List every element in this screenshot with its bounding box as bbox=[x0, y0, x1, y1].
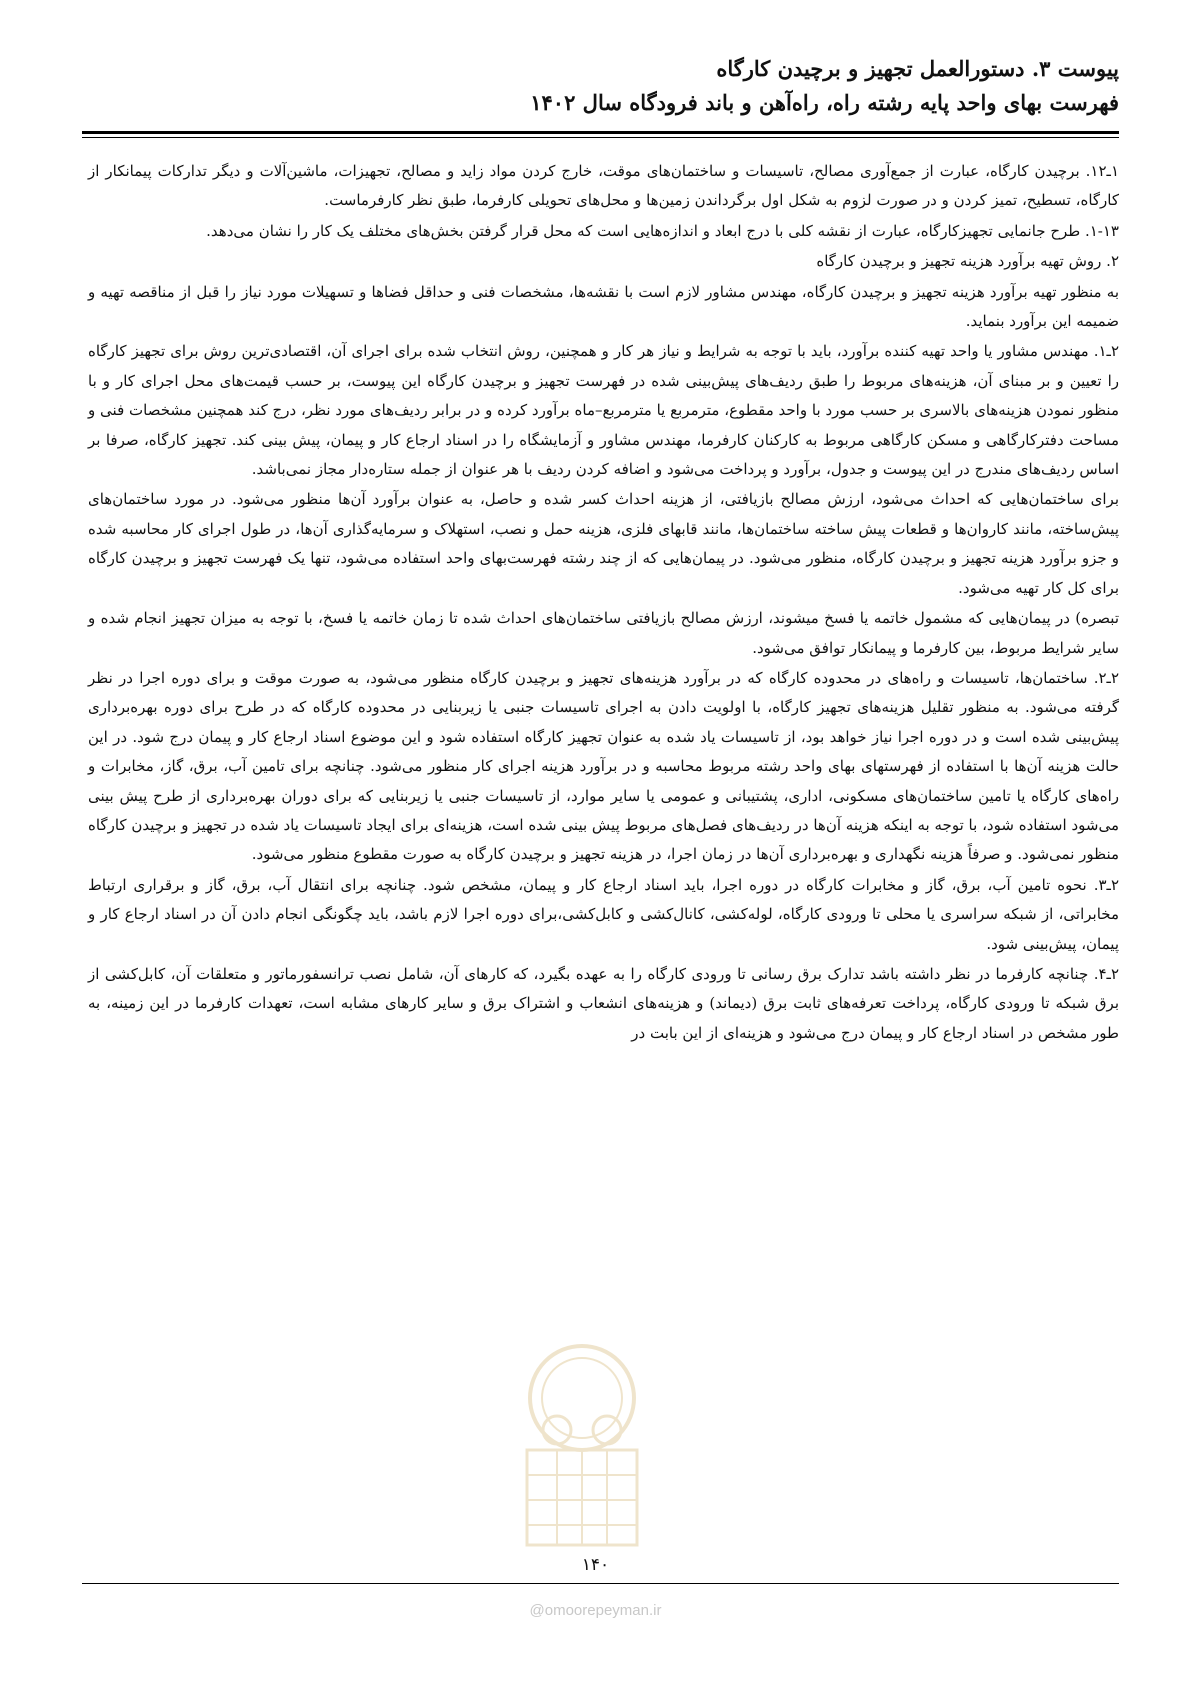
header-rule-thick bbox=[82, 131, 1119, 134]
paragraph-2-1: ۲ـ۱. مهندس مشاور یا واحد تهیه کننده برآورد، باید با توجه به شرایط و نیاز هر کار و همچنین، روش انتخاب شده برای اجرای آن، اقتصادی‌ترین روش برای تجهیز کارگاه را تعیین و بر مبنای آن، هزینه‌های مربوط را طبق ردیف‌های پیش‌بینی شده در فهرست تجهیز و برچیدن کارگاه این پیوست، بر حسب قیمت‌های محل اجرای کار و با منظور نمودن هزینه‌های بالاسری بر حسب مورد با واحد مقطوع، مترمربع یا مترمربع–ماه برآورد کرده و در برابر ردیف‌های مورد نظر، درج کند همچنین مشخصات فنی و مساحت دفترکارگاهی و مسکن کارگاهی مربوط به کارکنان کارفرما، مهندس مشاور و آزمایشگاه را در اسناد ارجاع کار و پیمان، پیش بینی کند. تجهیز کارگاه، صرفا بر اساس ردیف‌های مندرج در این پیوست و جدول، برآورد و پرداخت می‌شود و اضافه کردن ردیف با هر عنوان از جمله ستاره‌دار مجاز نمی‌باشد. bbox=[88, 342, 1119, 479]
paragraph-2-4: ۲ـ۴. چنانچه کارفرما در نظر داشته باشد تدارک برق رسانی تا ورودی کارگاه را به عهده بگیرد، که کارهای آن، شامل نصب ترانسفورماتور و متعلقات آن، کابل‌کشی از برق شبکه تا ورودی کارگاه، پرداخت تعرفه‌های ثابت برق (دیماند) و هزینه‌های انشعاب و اشتراک برق و سایر کارهای مشابه است، تعهدات کارفرما در این زمینه، به طور مشخص در اسناد ارجاع کار و پیمان درج می‌شود و هزینه‌ای از این بابت در bbox=[88, 964, 1119, 1042]
footer-rule bbox=[82, 1583, 1119, 1584]
paragraph-1-12: ۱ـ۱۲. برچیدن کارگاه، عبارت از جمع‌آوری مصالح، تاسیسات و ساختمان‌های موقت، خارج کردن مواد زاید و مصالح، تجهیزات، ماشین‌آلات و دیگر تدارکات پیمانکار از کارگاه، تسطیح، تمیز کردن و در صورت لزوم به شکل اول برگرداندن زمین‌ها و محل‌های تحویلی کارفرما، طبق نظر کارفرماست. bbox=[88, 162, 1119, 210]
header-rule-thin bbox=[82, 137, 1119, 138]
page-header bbox=[90, 52, 1119, 120]
website-watermark: @omoorepeyman.ir bbox=[529, 1602, 662, 1619]
paragraph-2-3: ۲ـ۳. نحوه تامین آب، برق، گاز و مخابرات کارگاه در دوره اجرا، باید اسناد ارجاع کار و پیمان، مشخص شود. چنانچه برای انتقال آب، برق، گاز و برقراری ارتباط مخابراتی، از شبکه سراسری یا محلی تا ورودی کارگاه، لوله‌کشی، کانال‌کشی و کابل‌کشی،برای دوره اجرا لازم باشد، باید چگونگی انجام دادن آن در اسناد ارجاع کار و پیمان، پیش‌بینی شود. bbox=[88, 875, 1119, 953]
page-number: ۱۴۰ bbox=[581, 1555, 610, 1575]
paragraph-2-intro: به منظور تهیه برآورد هزینه تجهیز و برچیدن کارگاه، مهندس مشاور لازم است با نقشه‌ها، مشخصات فنی و حداقل فضاها و تسهیلات مورد نیاز را قبل از مناقصه تهیه و ضمیمه این برآورد بنماید. bbox=[88, 282, 1119, 331]
body-text bbox=[88, 157, 1119, 1049]
watermark-seal bbox=[497, 1340, 667, 1555]
section-2-heading: ۲. روش تهیه برآورد هزینه تجهیز و برچیدن کارگاه bbox=[816, 252, 1119, 271]
paragraph-1-13: ۱-۱۳. طرح جانمایی تجهیزکارگاه، عبارت از نقشه کلی با درج ابعاد و اندازه‌هایی است که محل قرار گرفتن بخش‌های مختلف یک کار را نشان می‌دهد. bbox=[206, 221, 1119, 240]
paragraph-buildings: برای ساختمان‌هایی که احداث می‌شود، ارزش مصالح بازیافتی، از هزینه احداث کسر شده و حاصل، به عنوان برآورد آن‌ها منظور می‌شود. در مورد ساختمان‌های پیش‌ساخته، مانند کاروان‌ها و قطعات پیش ساخته ساختمان‌ها، مانند قابهای فلزی، هزینه حمل و نصب، استهلاک و سرمایه‌گذاری آن‌ها، در طول اجرای کار محاسبه شده و جزو برآورد هزینه تجهیز و برچیدن کارگاه، منظور می‌شود. در پیمان‌هایی که از چند رشته فهرست‌بهای واحد استفاده می‌شود، تنها یک فهرست تجهیز و برچیدن کارگاه برای کل کار تهیه می‌شود. bbox=[88, 490, 1119, 597]
header-price-list-title: فهرست بهای واحد پایه رشته راه، راه‌آهن و باند فرودگاه سال ۱۴۰۲ bbox=[530, 90, 1119, 115]
paragraph-2-2: ۲ـ۲. ساختمان‌ها، تاسیسات و راه‌های در محدوده کارگاه که در برآورد هزینه‌های تجهیز و برچیدن کارگاه منظور می‌شود، به صورت موقت و برای دوره اجرا در نظر گرفته می‌شود. به منظور تقلیل هزینه‌های تجهیز کارگاه، با اولویت دادن به اجرای تاسیسات جنبی یا زیربنایی در محدوده کارگاه که در طرح برای دوره بهره‌برداری پیش‌بینی شده است و در دوره اجرا نیاز خواهد بود، از تاسیسات یاد شده به عنوان تجهیز کارگاه استفاده شود و این موضوع اسناد ارجاع کار و پیمان درج شود. در این حالت هزینه آن‌ها با استفاده از فهرستهای بهای واحد رشته مربوط محاسبه و در برآورد هزینه اجرای کار منظور می‌شود. چنانچه برای تامین آب، برق، گاز، مخابرات و راه‌های کارگاه یا تامین ساختمان‌های مسکونی، اداری، پشتیبانی و عمومی یا سایر موارد، از تاسیسات جنبی یا زیربنایی که برای دوران بهره‌برداری از طرح پیش بینی می‌شود استفاده شود، با توجه به اینکه هزینه آن‌ها در ردیف‌های فصل‌های مربوط پیش بینی شده است، هزینه‌ای برای ایجاد تاسیسات یاد شده در تجهیز و برچیدن کارگاه منظور نمی‌شود. و صرفاً هزینه نگهداری و بهره‌برداری آن‌ها در زمان اجرا، در هزینه تجهیز و برچیدن کارگاه به صورت مقطوع منظور می‌شود. bbox=[88, 668, 1119, 864]
header-appendix-title: پیوست ۳. دستورالعمل تجهیز و برچیدن کارگاه bbox=[716, 56, 1119, 81]
paragraph-note: تبصره) در پیمان‌هایی که مشمول خاتمه یا فسخ میشوند، ارزش مصالح بازیافتی ساختمان‌های احداث شده تا زمان خاتمه یا فسخ، با توجه به میزان تجهیز انجام شده و سایر شرایط مربوط، بین کارفرما و پیمانکار توافق می‌شود. bbox=[88, 609, 1119, 657]
